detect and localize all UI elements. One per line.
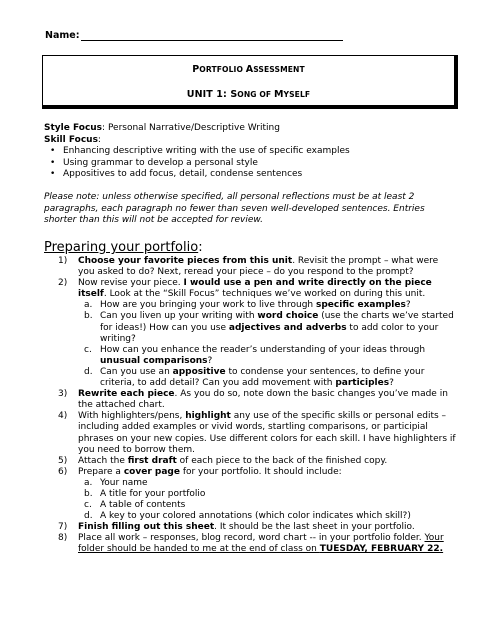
reflection-note: Please note: unless otherwise specified, all personal reflections must be at least 2 paragraphs, each paragraph no fewer than seven well-developed sentences. Entries shorter than this will not be accepted for review.: [44, 192, 425, 226]
list-item: • Appositives to add focus, detail, condense sentences: [44, 169, 350, 181]
name-field: [45, 30, 343, 41]
step-2: 2) Now revise your piece. I would use a pen and write directly on the piece itself. Look at the “Skill Focus” techniques we’ve worked on during this unit. a. How are you bringing your work to live through specific examples? b. Can you liven up your writing with word choice (use the charts we’ve started for ideas!) How can you use adjectives and adverbs to add color to your writing? c. How can you enhance the reader’s understanding of your ideas through unusual comparisons? d. Can you use an appositive to condense your sentences, to define your criteria, to add detail? Can you add movement with participles?: [44, 278, 456, 389]
name-blank-line: [81, 31, 343, 41]
step-2b: b. Can you liven up your writing with word choice (use the charts we’ve started for ideas!) How can you use adjectives and adverbs to add color to your writing?: [84, 311, 454, 344]
list-item: • Using grammar to develop a personal style: [44, 158, 350, 170]
focus-section: [44, 123, 350, 181]
style-focus: Style Focus: Personal Narrative/Descriptive Writing: [44, 123, 280, 133]
skill-focus-label: Skill Focus:: [44, 134, 101, 145]
step-3: 3) Rewrite each piece. As you do so, note down the basic changes you’ve made in the attached chart.: [58, 389, 448, 411]
title-portfolio-assessment: PORTFOLIO ASSESSMENT: [192, 64, 305, 75]
title-box: [42, 55, 458, 109]
step-4: 4) With highlighters/pens, highlight any use of the specific skills or personal edits – including added examples or vivid words, startling comparisons, or participial phrases on your new copies. Use different colors for each skill. I have highlighters if you need to borrow them.: [58, 411, 456, 455]
step-1: 1) Choose your favorite pieces from this unit. Revisit the prompt – what were you asked to do? Next, reread your piece – do you respond to the prompt?: [58, 256, 439, 278]
section-heading: Preparing your portfolio:: [44, 240, 203, 255]
title-unit: UNIT 1: SONG OF MYSELF: [186, 89, 311, 100]
step-8: 8) Place all work – responses, blog record, word chart -- in your portfolio folder. Your folder should be handed to me at the end of class on TUESDAY, FEBRUARY 22.: [58, 533, 444, 555]
step-5: 5) Attach the first draft of each piece to the back of the finished copy.: [58, 455, 388, 466]
step-6b: b. A title for your portfolio: [84, 488, 206, 499]
step-7: 7) Finish filling out this sheet. It should be the last sheet in your portfolio.: [58, 522, 415, 533]
step-6a: a. Your name: [84, 477, 148, 488]
skill-focus-list: [44, 146, 350, 181]
step-6: 6) Prepare a cover page for your portfolio. It should include: a. Your name b. A title for your portfolio c. A table of contents d. A key to your colored annotations (which color indicates which skill?): [44, 467, 456, 522]
steps-list: [44, 256, 456, 556]
step-6c: c. A table of contents: [84, 500, 186, 511]
list-item: • Enhancing descriptive writing with the use of specific examples: [44, 146, 350, 158]
step-2c: c. How can you enhance the reader’s understanding of your ideas through unusual comparisons?: [84, 344, 426, 366]
step-2d: d. Can you use an appositive to condense your sentences, to define your criteria, to add detail? Can you add movement with participles?: [84, 366, 425, 389]
step-6d: d. A key to your colored annotations (which color indicates which skill?): [84, 511, 411, 522]
step-2a: a. How are you bringing your work to live through specific examples?: [84, 300, 411, 311]
name-label: Name:: [45, 30, 80, 41]
